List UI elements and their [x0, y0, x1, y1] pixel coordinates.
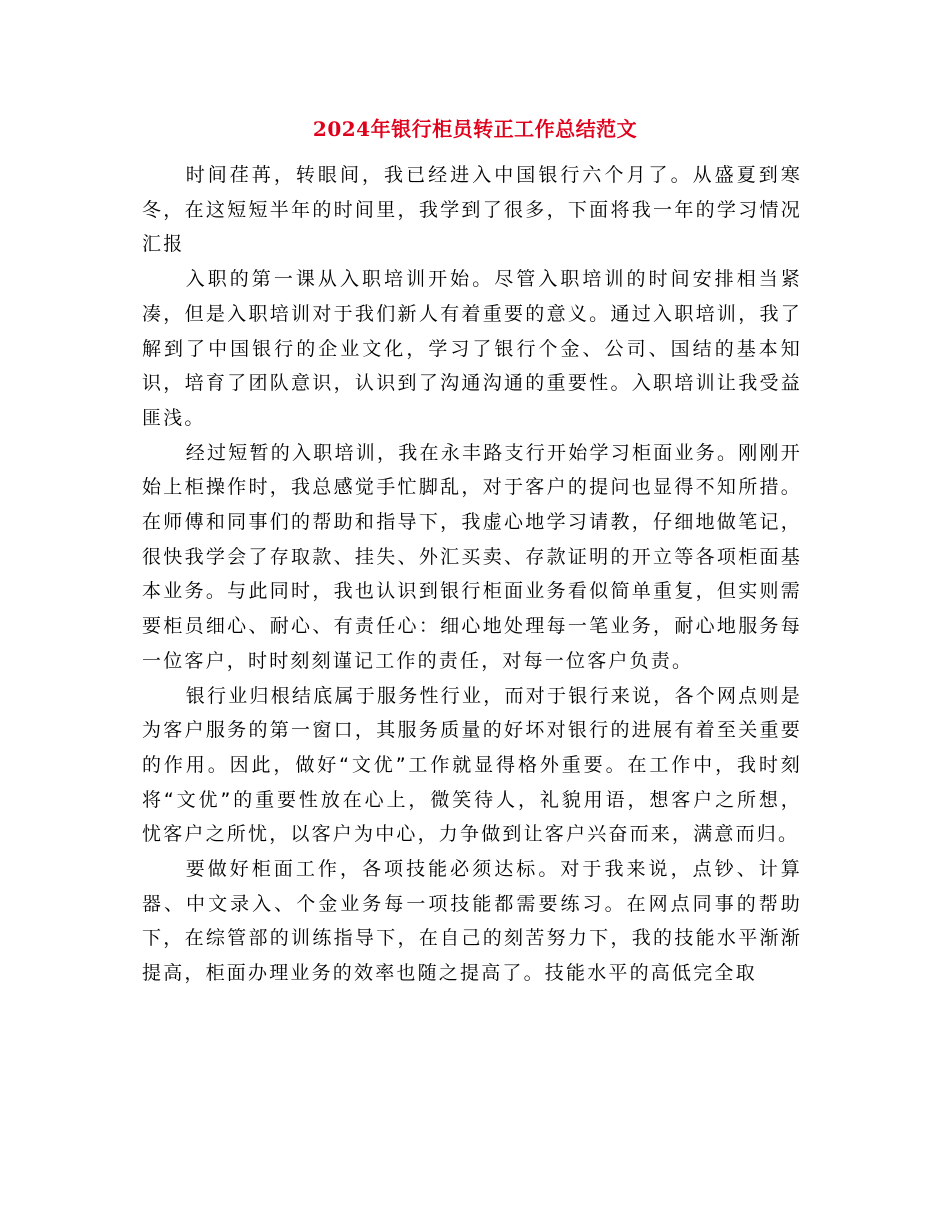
paragraph-3: 经过短暂的入职培训，我在永丰路支行开始学习柜面业务。刚刚开始上柜操作时，我总感觉手忙脚乱，对于客户的提问也显得不知所措。在师傅和同事们的帮助和指导下，我虚心地学习请教，仔细地做笔记，很快我学会了存取款、挂失、外汇买卖、存款证明的开立等各项柜面基本业务。与此同时，我也认识到银行柜面业务看似简单重复，但实则需要柜员细心、耐心、有责任心：细心地处理每一笔业务，耐心地服务每一位客户，时时刻刻谨记工作的责任，对每一位客户负责。: [142, 441, 802, 672]
paragraph-5: 要做好柜面工作，各项技能必须达标。对于我来说，点钞、计算器、中文录入、个金业务每一项技能都需要练习。在网点同事的帮助下，在综管部的训练指导下，在自己的刻苦努力下，我的技能水平渐渐提高，柜面办理业务的效率也随之提高了。技能水平的高低完全取: [142, 858, 802, 985]
paragraph-4: 银行业归根结底属于服务性行业，而对于银行来说，各个网点则是为客户服务的第一窗口，其服务质量的好坏对银行的进展有着至关重要的作用。因此，做好“文优”工作就显得格外重要。在工作中，我时刻将“文优”的重要性放在心上，微笑待人，礼貌用语，想客户之所想，忧客户之所忧，以客户为中心，力争做到让客户兴奋而来，满意而归。: [142, 684, 802, 846]
document-body: [142, 158, 802, 991]
paragraph-1: 时间荏苒，转眼间，我已经进入中国银行六个月了。从盛夏到寒冬，在这短短半年的时间里，我学到了很多，下面将我一年的学习情况汇报: [142, 164, 802, 256]
document-title: 2024年银行柜员转正工作总结范文: [312, 117, 638, 141]
paragraph-2: 入职的第一课从入职培训开始。尽管入职培训的时间安排相当紧凑，但是入职培训对于我们新人有着重要的意义。通过入职培训，我了解到了中国银行的企业文化，学习了银行个金、公司、国结的基本知识，培育了团队意识，认识到了沟通沟通的重要性。入职培训让我受益匪浅。: [142, 268, 802, 429]
